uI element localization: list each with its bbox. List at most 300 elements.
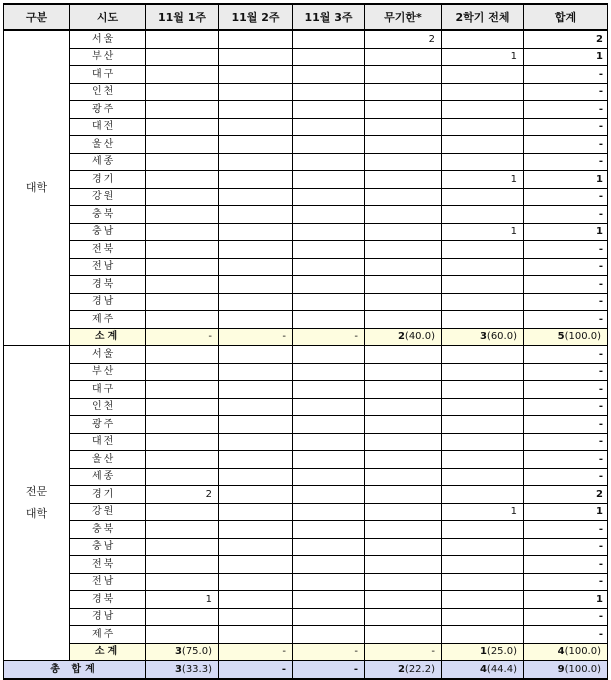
- sido-cell: 강원: [70, 188, 146, 206]
- value-cell-indef: [365, 101, 442, 119]
- value-cell-w2: [219, 573, 293, 591]
- value-cell-sem: [442, 30, 524, 48]
- subtotal-w2-count: -: [282, 646, 286, 658]
- table-row: [4, 293, 608, 311]
- table-row: [4, 521, 608, 539]
- value-cell-sem: 1: [442, 48, 524, 66]
- value-cell-indef: [365, 556, 442, 574]
- grand-total-row: [4, 661, 608, 679]
- table-row: [4, 206, 608, 224]
- sido-cell: 세종: [70, 153, 146, 171]
- value-cell-w1: [146, 153, 219, 171]
- category-cell: [4, 346, 70, 661]
- value-cell-sem: [442, 591, 524, 609]
- total-cell: 2: [524, 30, 608, 48]
- subtotal-w2-count: -: [282, 331, 286, 343]
- sido-cell: 대구: [70, 381, 146, 399]
- value-cell-w1: [146, 556, 219, 574]
- category-cell: 대학: [4, 30, 70, 346]
- total-cell: -: [524, 83, 608, 101]
- value-cell-sem: 1: [442, 223, 524, 241]
- value-cell-indef: [365, 311, 442, 329]
- sido-cell: 서울: [70, 30, 146, 48]
- value-cell-w3: [293, 503, 365, 521]
- subtotal-w1: [146, 328, 219, 346]
- header-category: 구분: [4, 4, 70, 30]
- value-cell-w2: [219, 223, 293, 241]
- value-cell-w3: [293, 486, 365, 504]
- value-cell-w3: [293, 311, 365, 329]
- subtotal-w3-count: -: [354, 646, 358, 658]
- value-cell-sem: [442, 451, 524, 469]
- total-cell: -: [524, 573, 608, 591]
- sido-cell: 대구: [70, 66, 146, 84]
- total-cell: -: [524, 538, 608, 556]
- subtotal-indef-count: -: [431, 646, 435, 658]
- total-cell: -: [524, 241, 608, 259]
- value-cell-sem: [442, 293, 524, 311]
- subtotal-w2: [219, 328, 293, 346]
- sido-cell: 대전: [70, 433, 146, 451]
- total-cell: -: [524, 346, 608, 364]
- subtotal-row: [4, 643, 608, 661]
- value-cell-w3: [293, 101, 365, 119]
- subtotal-total-count: 4: [557, 646, 565, 658]
- total-cell: -: [524, 136, 608, 154]
- value-cell-w3: [293, 241, 365, 259]
- grand-w2: [219, 661, 293, 679]
- value-cell-w2: [219, 83, 293, 101]
- subtotal-indef-percent: (40.0): [404, 331, 435, 343]
- subtotal-w3: [293, 643, 365, 661]
- total-cell: -: [524, 626, 608, 644]
- value-cell-sem: [442, 258, 524, 276]
- sido-cell: 인천: [70, 398, 146, 416]
- total-cell: 1: [524, 171, 608, 189]
- table-row: [4, 30, 608, 48]
- sido-cell: 울산: [70, 451, 146, 469]
- value-cell-w1: [146, 468, 219, 486]
- value-cell-w2: [219, 346, 293, 364]
- sido-cell: 부산: [70, 48, 146, 66]
- total-cell: 2: [524, 486, 608, 504]
- table-row: [4, 118, 608, 136]
- value-cell-w2: [219, 608, 293, 626]
- value-cell-w1: 2: [146, 486, 219, 504]
- value-cell-w1: [146, 293, 219, 311]
- value-cell-sem: [442, 206, 524, 224]
- grand-w3-count: -: [353, 663, 358, 675]
- value-cell-indef: [365, 66, 442, 84]
- value-cell-w3: [293, 48, 365, 66]
- value-cell-w1: [146, 118, 219, 136]
- value-cell-indef: [365, 503, 442, 521]
- grand-total-count: 9: [557, 663, 565, 675]
- grand-total: [524, 661, 608, 679]
- value-cell-w3: [293, 626, 365, 644]
- subtotal-w3: [293, 328, 365, 346]
- value-cell-w1: [146, 416, 219, 434]
- value-cell-w3: [293, 223, 365, 241]
- subtotal-row: [4, 328, 608, 346]
- total-cell: -: [524, 521, 608, 539]
- table-row: [4, 66, 608, 84]
- category-label-line: 대학: [25, 507, 48, 520]
- total-cell: -: [524, 276, 608, 294]
- value-cell-w1: [146, 381, 219, 399]
- table-row: [4, 398, 608, 416]
- value-cell-w3: [293, 66, 365, 84]
- subtotal-indef-count: 2: [397, 331, 405, 343]
- total-cell: -: [524, 293, 608, 311]
- table-row: [4, 468, 608, 486]
- value-cell-indef: [365, 416, 442, 434]
- value-cell-w3: [293, 30, 365, 48]
- total-cell: -: [524, 451, 608, 469]
- value-cell-w2: [219, 171, 293, 189]
- table-row: [4, 433, 608, 451]
- sido-cell: 대전: [70, 118, 146, 136]
- header-semester: 2학기 전체: [442, 4, 524, 30]
- value-cell-w1: [146, 171, 219, 189]
- value-cell-sem: [442, 521, 524, 539]
- table-body: [4, 30, 608, 679]
- value-cell-indef: [365, 486, 442, 504]
- value-cell-w3: [293, 451, 365, 469]
- value-cell-w1: [146, 188, 219, 206]
- total-cell: 1: [524, 503, 608, 521]
- sido-cell: 경남: [70, 608, 146, 626]
- value-cell-indef: [365, 188, 442, 206]
- grand-sem-count: 4: [479, 663, 487, 675]
- grand-w1: [146, 661, 219, 679]
- total-cell: -: [524, 381, 608, 399]
- value-cell-w2: [219, 48, 293, 66]
- value-cell-w2: [219, 30, 293, 48]
- value-cell-w2: [219, 241, 293, 259]
- value-cell-w1: [146, 538, 219, 556]
- table-row: [4, 188, 608, 206]
- subtotal-indef: [365, 643, 442, 661]
- value-cell-w2: [219, 538, 293, 556]
- header-row: [4, 4, 608, 30]
- header-week1: 11월 1주: [146, 4, 219, 30]
- value-cell-w1: [146, 206, 219, 224]
- value-cell-indef: [365, 223, 442, 241]
- total-cell: -: [524, 153, 608, 171]
- value-cell-indef: [365, 433, 442, 451]
- sido-cell: 제주: [70, 626, 146, 644]
- table-row: [4, 486, 608, 504]
- value-cell-indef: [365, 153, 442, 171]
- table-row: [4, 241, 608, 259]
- subtotal-w1-count: -: [208, 331, 212, 343]
- grand-sem: [442, 661, 524, 679]
- value-cell-w3: [293, 538, 365, 556]
- subtotal-indef: [365, 328, 442, 346]
- value-cell-w3: [293, 591, 365, 609]
- sido-cell: 강원: [70, 503, 146, 521]
- total-cell: -: [524, 608, 608, 626]
- sido-cell: 세종: [70, 468, 146, 486]
- grand-w2-count: -: [281, 663, 286, 675]
- value-cell-w1: [146, 433, 219, 451]
- value-cell-indef: [365, 573, 442, 591]
- value-cell-w2: [219, 276, 293, 294]
- subtotal-w1-count: 3: [174, 646, 182, 658]
- value-cell-w2: [219, 398, 293, 416]
- header-sido: 시도: [70, 4, 146, 30]
- value-cell-indef: [365, 381, 442, 399]
- value-cell-sem: [442, 136, 524, 154]
- sido-cell: 전남: [70, 258, 146, 276]
- table-row: [4, 363, 608, 381]
- total-cell: -: [524, 468, 608, 486]
- value-cell-sem: [442, 118, 524, 136]
- value-cell-sem: [442, 101, 524, 119]
- grand-w1-percent: (33.3): [181, 663, 212, 675]
- total-cell: -: [524, 398, 608, 416]
- grand-total-label: 총 합계: [4, 661, 146, 679]
- table-row: [4, 311, 608, 329]
- table-row: [4, 258, 608, 276]
- value-cell-indef: [365, 48, 442, 66]
- subtotal-total-percent: (100.0): [564, 646, 601, 658]
- value-cell-w2: [219, 188, 293, 206]
- value-cell-indef: [365, 118, 442, 136]
- subtotal-sem-percent: (60.0): [486, 331, 517, 343]
- value-cell-w1: [146, 223, 219, 241]
- value-cell-w2: [219, 206, 293, 224]
- value-cell-w3: [293, 188, 365, 206]
- sido-cell: 광주: [70, 416, 146, 434]
- value-cell-w2: [219, 556, 293, 574]
- sido-cell: 경기: [70, 171, 146, 189]
- subtotal-sem: [442, 643, 524, 661]
- grand-w1-count: 3: [174, 663, 182, 675]
- subtotal-sem: [442, 328, 524, 346]
- sido-cell: 인천: [70, 83, 146, 101]
- sido-cell: 충남: [70, 538, 146, 556]
- value-cell-sem: [442, 433, 524, 451]
- total-cell: -: [524, 416, 608, 434]
- value-cell-w1: 1: [146, 591, 219, 609]
- subtotal-sem-percent: (25.0): [486, 646, 517, 658]
- value-cell-w1: [146, 101, 219, 119]
- sido-cell: 전남: [70, 573, 146, 591]
- table-row: [4, 223, 608, 241]
- value-cell-sem: [442, 538, 524, 556]
- value-cell-sem: [442, 608, 524, 626]
- total-cell: -: [524, 311, 608, 329]
- value-cell-w3: [293, 136, 365, 154]
- value-cell-sem: [442, 416, 524, 434]
- value-cell-w2: [219, 451, 293, 469]
- total-cell: -: [524, 258, 608, 276]
- value-cell-w1: [146, 398, 219, 416]
- subtotal-w3-count: -: [354, 331, 358, 343]
- subtotal-total: [524, 328, 608, 346]
- value-cell-indef: [365, 468, 442, 486]
- value-cell-indef: [365, 83, 442, 101]
- total-cell: -: [524, 118, 608, 136]
- table-row: [4, 608, 608, 626]
- value-cell-indef: [365, 363, 442, 381]
- value-cell-w1: [146, 346, 219, 364]
- grand-total-percent: (100.0): [564, 663, 601, 675]
- value-cell-indef: [365, 136, 442, 154]
- value-cell-w3: [293, 363, 365, 381]
- header-total: 합계: [524, 4, 608, 30]
- value-cell-w3: [293, 153, 365, 171]
- value-cell-indef: [365, 591, 442, 609]
- value-cell-w2: [219, 626, 293, 644]
- value-cell-w1: [146, 573, 219, 591]
- value-cell-w1: [146, 311, 219, 329]
- sido-cell: 충북: [70, 521, 146, 539]
- sido-cell: 충남: [70, 223, 146, 241]
- value-cell-w3: [293, 346, 365, 364]
- table-row: [4, 48, 608, 66]
- total-cell: -: [524, 66, 608, 84]
- table-row: [4, 276, 608, 294]
- value-cell-w2: [219, 416, 293, 434]
- sido-cell: 광주: [70, 101, 146, 119]
- value-cell-w2: [219, 293, 293, 311]
- subtotal-sem-count: 1: [479, 646, 487, 658]
- value-cell-w3: [293, 83, 365, 101]
- value-cell-indef: [365, 206, 442, 224]
- value-cell-w3: [293, 293, 365, 311]
- value-cell-w3: [293, 171, 365, 189]
- value-cell-w2: [219, 468, 293, 486]
- value-cell-indef: [365, 258, 442, 276]
- subtotal-total-percent: (100.0): [564, 331, 601, 343]
- value-cell-indef: [365, 346, 442, 364]
- value-cell-w2: [219, 258, 293, 276]
- table-row: [4, 503, 608, 521]
- sido-cell: 충북: [70, 206, 146, 224]
- value-cell-w3: [293, 381, 365, 399]
- value-cell-indef: [365, 451, 442, 469]
- subtotal-w1-percent: (75.0): [181, 646, 212, 658]
- grand-indef: [365, 661, 442, 679]
- value-cell-indef: [365, 241, 442, 259]
- value-cell-w3: [293, 276, 365, 294]
- subtotal-label: 소계: [70, 643, 146, 661]
- subtotal-w2: [219, 643, 293, 661]
- table-row: [4, 171, 608, 189]
- value-cell-w3: [293, 118, 365, 136]
- value-cell-sem: [442, 398, 524, 416]
- value-cell-sem: 1: [442, 503, 524, 521]
- value-cell-w1: [146, 503, 219, 521]
- value-cell-w1: [146, 258, 219, 276]
- sido-cell: 제주: [70, 311, 146, 329]
- total-cell: -: [524, 556, 608, 574]
- value-cell-indef: [365, 398, 442, 416]
- value-cell-w2: [219, 311, 293, 329]
- total-cell: 1: [524, 48, 608, 66]
- grand-sem-percent: (44.4): [486, 663, 517, 675]
- value-cell-w2: [219, 363, 293, 381]
- value-cell-w2: [219, 486, 293, 504]
- value-cell-sem: [442, 556, 524, 574]
- table-row: [4, 538, 608, 556]
- sido-cell: 서울: [70, 346, 146, 364]
- sido-cell: 경북: [70, 591, 146, 609]
- value-cell-w1: [146, 626, 219, 644]
- value-cell-w3: [293, 398, 365, 416]
- table-row: [4, 591, 608, 609]
- value-cell-indef: [365, 276, 442, 294]
- table-row: [4, 626, 608, 644]
- total-cell: -: [524, 206, 608, 224]
- value-cell-sem: [442, 153, 524, 171]
- value-cell-w2: [219, 381, 293, 399]
- total-cell: 1: [524, 591, 608, 609]
- total-cell: -: [524, 101, 608, 119]
- value-cell-w3: [293, 573, 365, 591]
- header-week2: 11월 2주: [219, 4, 293, 30]
- value-cell-w2: [219, 153, 293, 171]
- value-cell-indef: [365, 538, 442, 556]
- sido-cell: 경남: [70, 293, 146, 311]
- table-row: [4, 101, 608, 119]
- table-row: [4, 153, 608, 171]
- value-cell-w1: [146, 30, 219, 48]
- value-cell-sem: [442, 486, 524, 504]
- value-cell-sem: [442, 241, 524, 259]
- value-cell-sem: [442, 311, 524, 329]
- subtotal-label: 소계: [70, 328, 146, 346]
- sido-cell: 경기: [70, 486, 146, 504]
- value-cell-w3: [293, 521, 365, 539]
- value-cell-w2: [219, 433, 293, 451]
- value-cell-w1: [146, 83, 219, 101]
- subtotal-total-count: 5: [557, 331, 565, 343]
- value-cell-sem: 1: [442, 171, 524, 189]
- grand-w3: [293, 661, 365, 679]
- status-table: [3, 3, 608, 680]
- value-cell-sem: [442, 188, 524, 206]
- value-cell-w2: [219, 521, 293, 539]
- value-cell-w3: [293, 468, 365, 486]
- header-week3: 11월 3주: [293, 4, 365, 30]
- value-cell-w1: [146, 451, 219, 469]
- value-cell-indef: [365, 171, 442, 189]
- value-cell-w3: [293, 206, 365, 224]
- table-row: [4, 451, 608, 469]
- value-cell-w2: [219, 591, 293, 609]
- total-cell: -: [524, 363, 608, 381]
- value-cell-w2: [219, 118, 293, 136]
- value-cell-w1: [146, 521, 219, 539]
- grand-indef-percent: (22.2): [404, 663, 435, 675]
- table-row: [4, 573, 608, 591]
- value-cell-indef: [365, 608, 442, 626]
- value-cell-sem: [442, 346, 524, 364]
- subtotal-w1: [146, 643, 219, 661]
- value-cell-sem: [442, 468, 524, 486]
- value-cell-w3: [293, 608, 365, 626]
- value-cell-indef: [365, 293, 442, 311]
- value-cell-w1: [146, 363, 219, 381]
- grand-indef-count: 2: [397, 663, 405, 675]
- value-cell-indef: [365, 626, 442, 644]
- total-cell: -: [524, 188, 608, 206]
- value-cell-w2: [219, 66, 293, 84]
